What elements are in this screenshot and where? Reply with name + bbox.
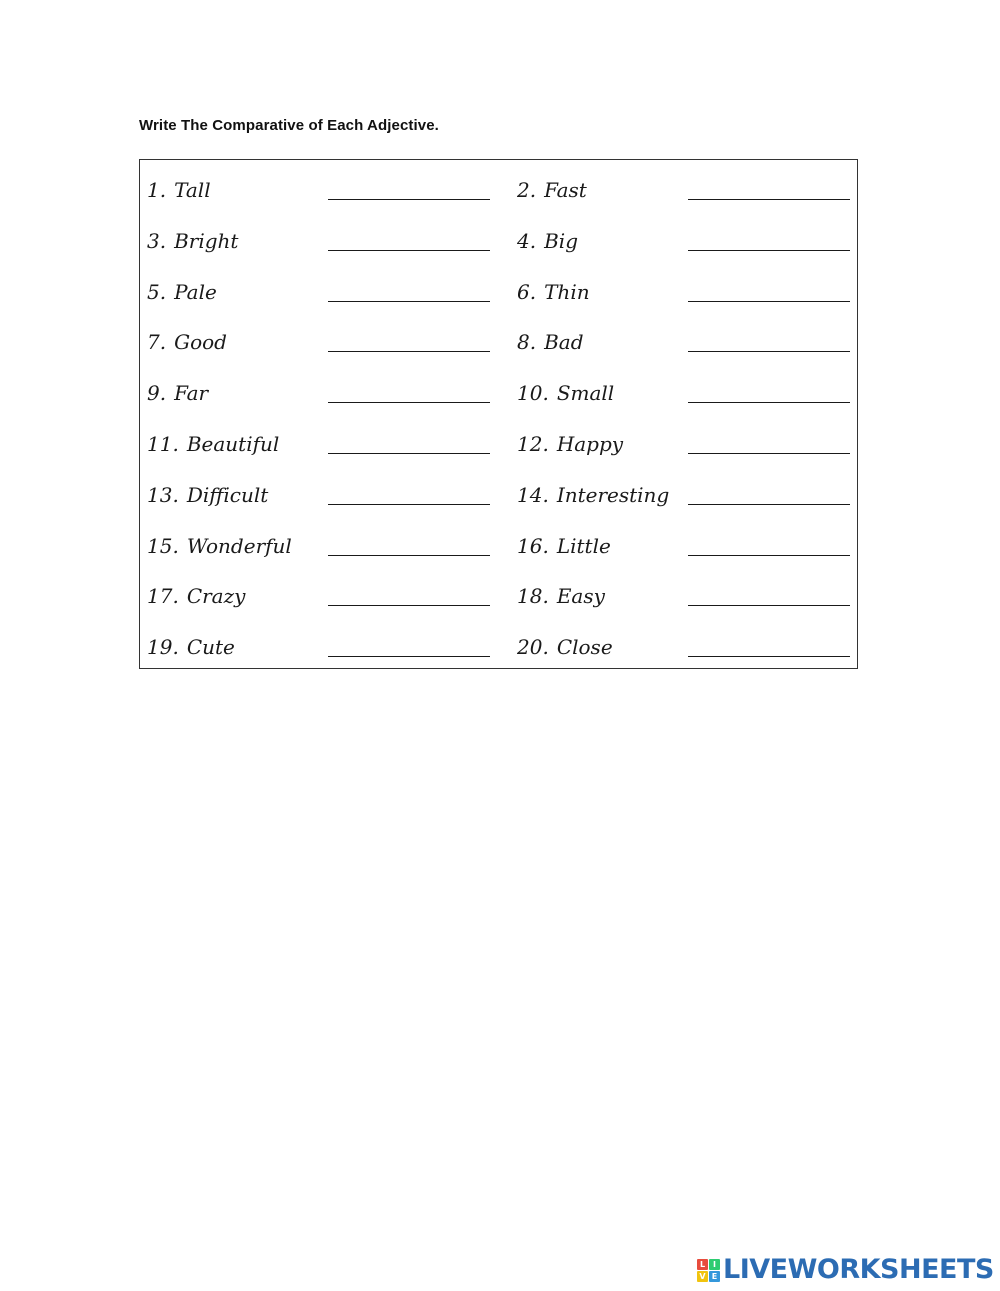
- item-adjective: Thin: [544, 279, 590, 304]
- item-number: 2.: [517, 178, 537, 202]
- answer-input[interactable]: [688, 178, 850, 200]
- item-adjective: Small: [556, 381, 615, 406]
- answer-input[interactable]: [688, 432, 850, 454]
- item-number: 14.: [517, 482, 549, 507]
- exercise-item: [517, 369, 614, 405]
- exercise-item: [147, 420, 279, 456]
- item-adjective: Big: [544, 228, 578, 253]
- answer-input[interactable]: [688, 280, 850, 302]
- exercise-item: [147, 471, 268, 507]
- exercise-item: [517, 623, 613, 659]
- item-number: 9.: [147, 381, 167, 406]
- answer-input[interactable]: [328, 178, 490, 200]
- answer-input[interactable]: [328, 330, 490, 352]
- item-adjective: Far: [174, 381, 209, 406]
- item-number: 5.: [147, 279, 167, 304]
- item-number: 10.: [517, 381, 549, 406]
- exercise-item: [517, 522, 611, 558]
- answer-input[interactable]: [328, 635, 490, 657]
- item-adjective: Beautiful: [186, 432, 280, 456]
- exercise-item: [147, 268, 217, 304]
- exercise-item: [517, 471, 669, 507]
- item-adjective: Wonderful: [186, 533, 292, 558]
- item-adjective: Interesting: [556, 482, 670, 507]
- item-number: 13.: [147, 482, 179, 507]
- answer-input[interactable]: [688, 635, 850, 657]
- answer-input[interactable]: [688, 584, 850, 606]
- exercise-item: [517, 217, 578, 253]
- exercise-item: [517, 268, 590, 304]
- item-adjective: Good: [174, 330, 227, 355]
- logo-block: V: [697, 1271, 708, 1282]
- item-number: 15.: [147, 533, 179, 558]
- item-number: 18.: [517, 584, 549, 609]
- exercise-item: [147, 522, 292, 558]
- exercise-item: [517, 166, 587, 202]
- item-adjective: Difficult: [186, 482, 269, 507]
- exercise-item: [147, 166, 211, 202]
- item-number: 16.: [517, 533, 549, 558]
- logo-block: L: [697, 1259, 708, 1270]
- answer-input[interactable]: [688, 534, 850, 556]
- item-adjective: Bad: [544, 330, 584, 355]
- exercise-item: [517, 318, 584, 354]
- answer-input[interactable]: [688, 330, 850, 352]
- exercise-item: [147, 318, 227, 354]
- answer-input[interactable]: [328, 534, 490, 556]
- exercise-item: [147, 623, 235, 659]
- item-number: 6.: [517, 279, 537, 304]
- item-adjective: Fast: [544, 178, 587, 202]
- exercise-item: [147, 572, 245, 608]
- answer-input[interactable]: [328, 483, 490, 505]
- answer-input[interactable]: [688, 229, 850, 251]
- liveworksheets-logo: [697, 1255, 994, 1285]
- item-number: 20.: [517, 635, 549, 660]
- answer-input[interactable]: [688, 483, 850, 505]
- exercise-item: [147, 369, 208, 405]
- item-number: 11.: [147, 432, 179, 456]
- liveworksheets-logo-icon: [697, 1259, 720, 1282]
- logo-block: I: [709, 1259, 720, 1270]
- item-number: 3.: [147, 228, 167, 253]
- exercise-item: [517, 420, 623, 456]
- answer-input[interactable]: [688, 381, 850, 403]
- item-number: 8.: [517, 330, 537, 355]
- answer-input[interactable]: [328, 229, 490, 251]
- item-adjective: Happy: [556, 432, 624, 456]
- item-number: 7.: [147, 330, 167, 355]
- item-adjective: Easy: [556, 584, 605, 609]
- item-number: 17.: [147, 584, 179, 609]
- logo-block: E: [709, 1271, 720, 1282]
- item-adjective: Cute: [186, 635, 235, 660]
- answer-input[interactable]: [328, 381, 490, 403]
- item-number: 19.: [147, 635, 179, 660]
- item-number: 4.: [517, 228, 537, 253]
- answer-input[interactable]: [328, 280, 490, 302]
- item-adjective: Little: [556, 533, 611, 558]
- item-number: 12.: [517, 432, 549, 456]
- brand-name: LIVEWORKSHEETS: [723, 1254, 994, 1285]
- item-adjective: Close: [556, 635, 613, 660]
- answer-input[interactable]: [328, 584, 490, 606]
- item-adjective: Tall: [174, 178, 211, 202]
- item-adjective: Bright: [174, 228, 239, 253]
- item-adjective: Pale: [174, 279, 217, 304]
- instruction-heading: Write The Comparative of Each Adjective.: [139, 117, 439, 134]
- answer-input[interactable]: [328, 432, 490, 454]
- item-number: 1.: [147, 178, 167, 202]
- item-adjective: Crazy: [186, 584, 246, 609]
- exercise-item: [147, 217, 238, 253]
- exercise-item: [517, 572, 605, 608]
